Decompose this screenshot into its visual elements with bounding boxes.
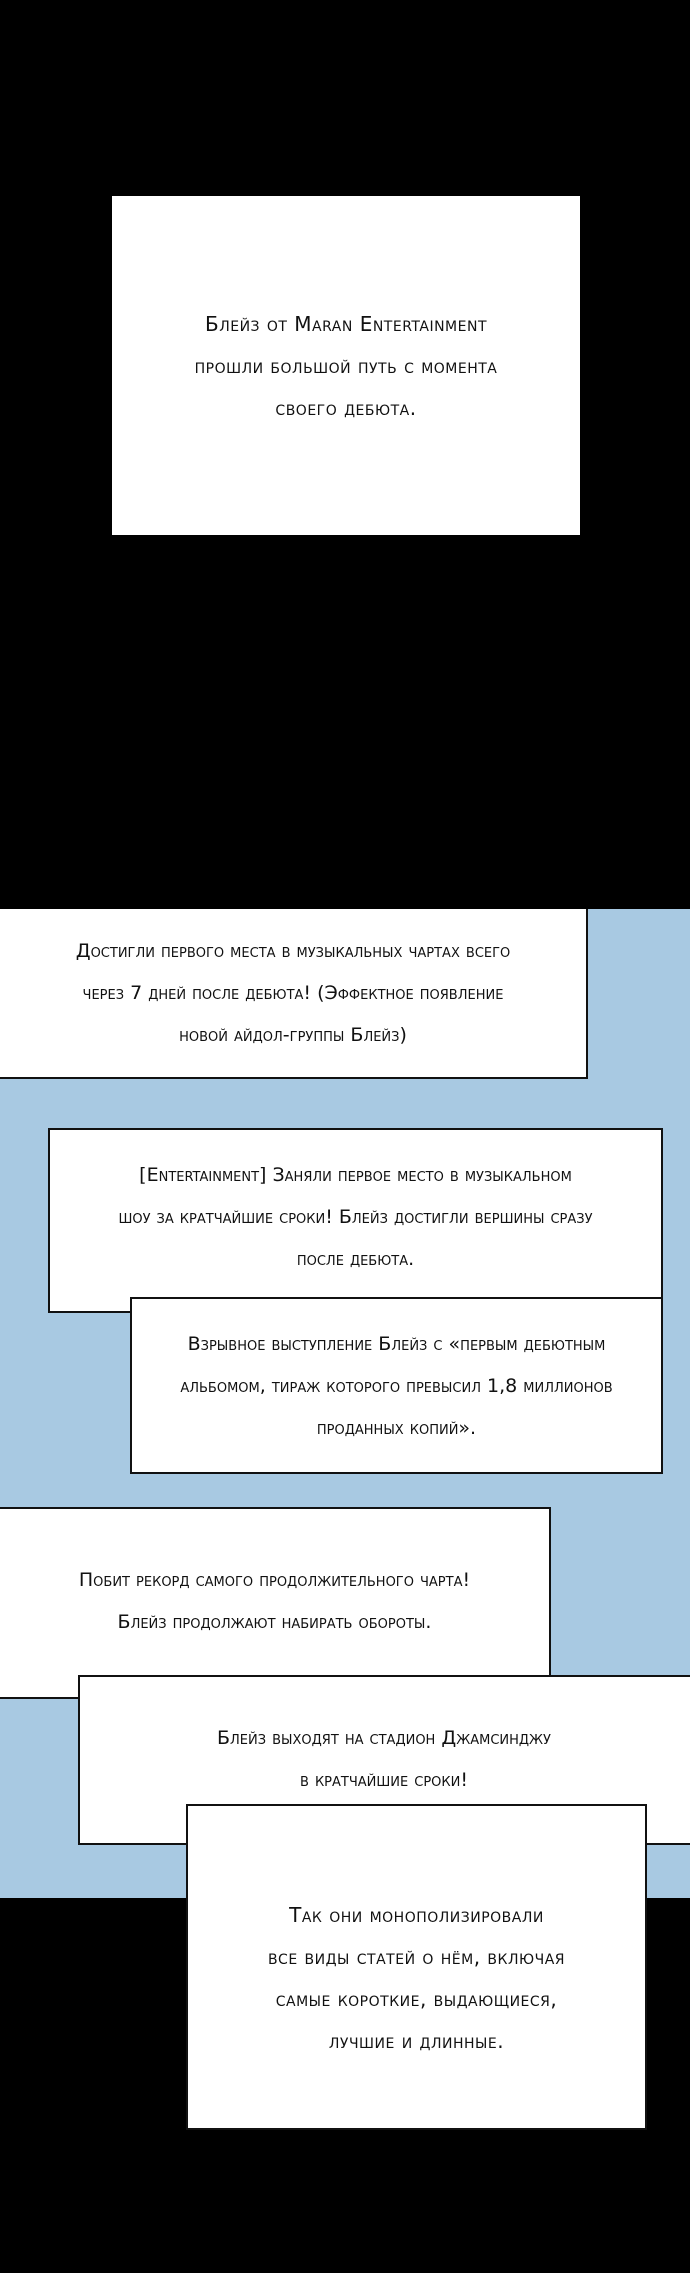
headline-line: [Entertainment] Заняли первое место в музыкальном <box>139 1164 572 1186</box>
headline-text <box>180 1323 612 1449</box>
caption-line: Блейз от Maran Entertainment <box>204 311 488 336</box>
headline-line: Взрывное выступление Блейз с «первым дебютным <box>187 1332 606 1355</box>
caption-line: самые короткие, выдающиеся, <box>275 1987 558 2011</box>
headline-line: Побит рекорд самого продолжительного чарта! <box>78 1569 471 1591</box>
headline-line: шоу за кратчайшие сроки! Блейз достигли вершины сразу <box>118 1206 593 1228</box>
headline-line: в кратчайшие сроки! <box>299 1769 468 1791</box>
headline-line: альбомом, тираж которого превысил 1,8 миллионов <box>180 1374 613 1397</box>
caption-intro <box>112 196 580 535</box>
caption-text <box>268 1894 565 2062</box>
caption-line: прошли большой путь с момента <box>194 353 498 378</box>
headline-text <box>217 1717 551 1801</box>
headline-album-sales <box>130 1297 663 1474</box>
headline-line: новой айдол-группы Блейз) <box>179 1024 407 1046</box>
caption-line: своего дебюта. <box>275 395 417 420</box>
headline-line: через 7 дней после дебюта! (Эффектное появление <box>82 982 504 1004</box>
headline-line: проданных копий». <box>316 1416 477 1439</box>
caption-line: все виды статей о нём, включая <box>267 1945 566 1969</box>
caption-monopolized <box>186 1804 647 2130</box>
headline-text <box>118 1154 592 1280</box>
headline-line: Блейз продолжают набирать обороты. <box>117 1611 432 1633</box>
headline-line: Блейз выходят на стадион Джамсинджу <box>217 1727 551 1749</box>
headline-line: после дебюта. <box>296 1248 415 1270</box>
headline-text <box>76 930 511 1056</box>
headline-first-place-charts <box>0 909 588 1079</box>
headline-text <box>79 1559 470 1643</box>
headline-music-show <box>48 1128 663 1313</box>
headline-line: Достигли первого места в музыкальных чартах всего <box>75 940 511 962</box>
headline-chart-record <box>0 1507 551 1699</box>
caption-line: Так они монополизировали <box>289 1903 544 1927</box>
caption-text <box>195 303 498 429</box>
caption-line: лучшие и длинные. <box>328 2029 505 2053</box>
